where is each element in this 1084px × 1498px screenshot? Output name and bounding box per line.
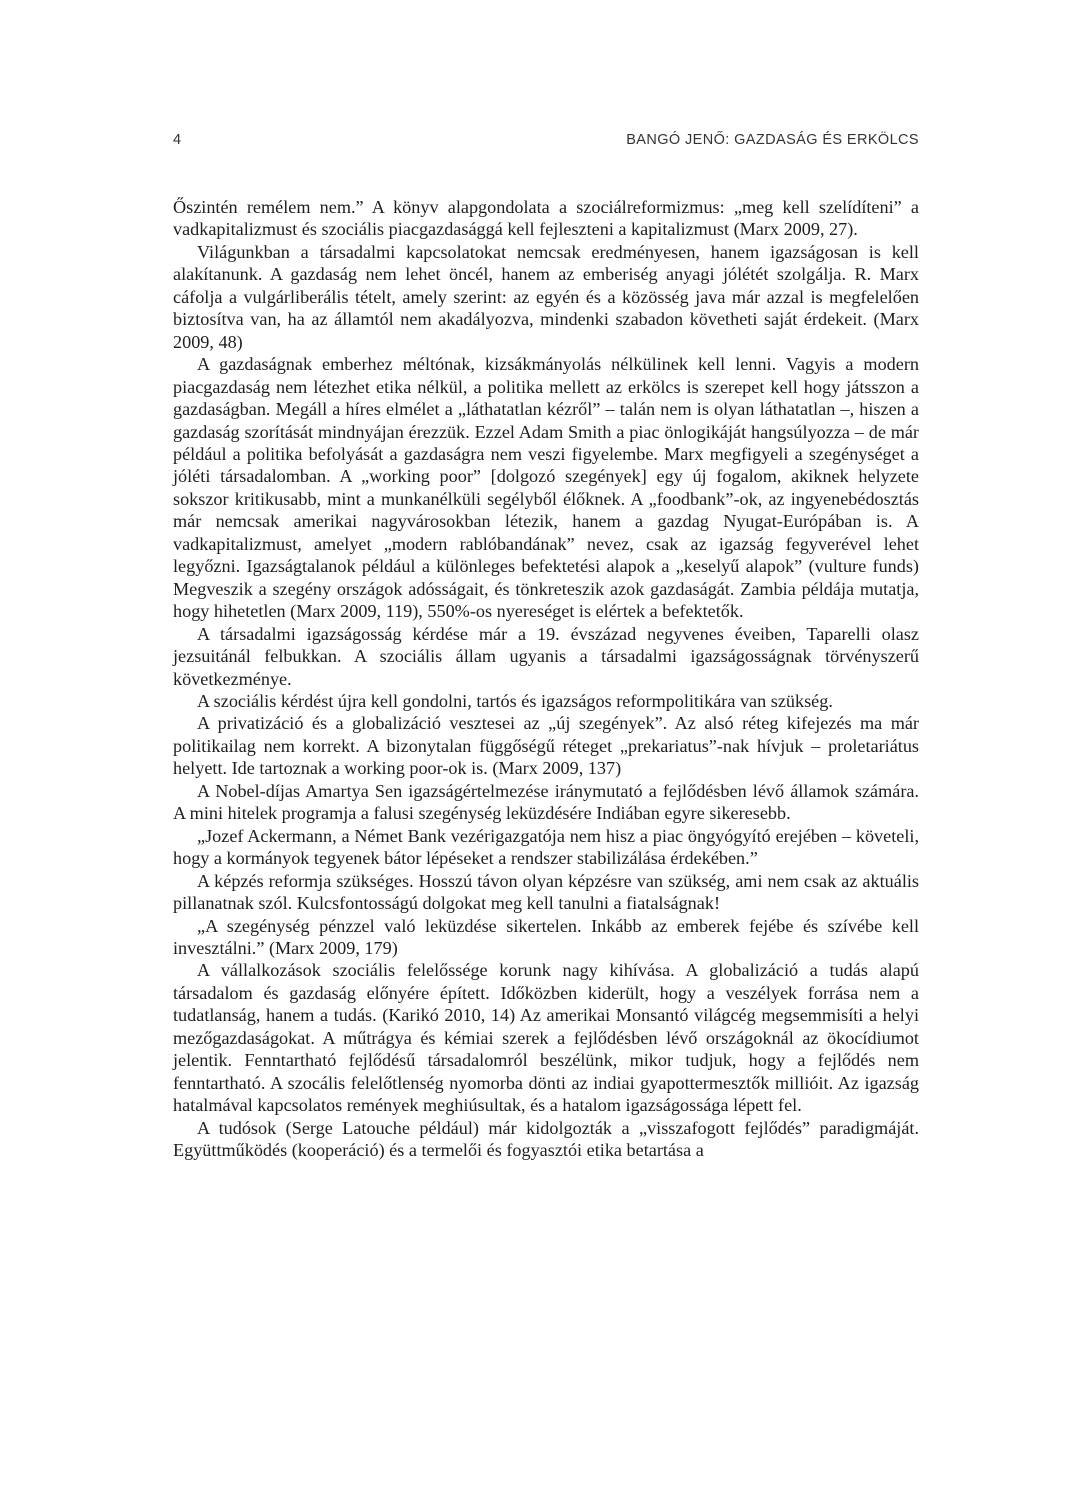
paragraph: A társadalmi igazságosság kérdése már a 19. évszázad negyvenes éveiben, Taparelli olasz jezsuitánál felbukkan. A szociális állam ugyanis a társadalmi igazságosságnak törvényszerű következménye. [173,623,919,689]
paragraph: „Jozef Ackermann, a Német Bank vezérigazgatója nem hisz a piac öngyógyító erejében – követeli, hogy a kormányok tegyenek bátor lépéseket a rendszer stabilizálása érdekében.” [173,825,919,869]
paragraph: A szociális kérdést újra kell gondolni, tartós és igazságos reformpolitikára van szükség. [197,690,833,711]
paragraph: „A szegénység pénzzel való leküzdése sikertelen. Inkább az emberek fejébe és szívébe kell invesztálni.” (Marx 2009, 179) [173,915,919,958]
paragraph: A képzés reformja szükséges. Hosszú távon olyan képzésre van szükség, ami nem csak az aktuális pillanatnak szól. Kulcsfontosságú dolgokat meg kell tanulni a fiatalságnak! [173,870,919,914]
page-number: 4 [173,132,182,148]
paragraph: A gazdaságnak emberhez méltónak, kizsákmányolás nélkülinek kell lenni. Vagyis a modern piacgazdaság nem létezhet etika nélkül, a politika mellett az erkölcs is szerepet kell hogy játsszon a gazdaságban. Megáll a híres elmélet a „láthatatlan kézről” – talán nem is olyan láthatatlan –, hiszen a gazdaság szorítását mindnyájan érezzük. Ezzel Adam Smith a piac önlogikáját hangsúlyozza – de már például a politika befolyását a gazdaságra nem veszi figyelembe. Marx megfigyeli a szegénységet a jóléti társadalomban. A „working poor” [dolgozó szegények] egy új fogalom, akiknek helyzete sokszor kritikusabb, mint a munkanélküli segélyből élőknek. A „foodbank”-ok, az ingyenebédosztás már nemcsak amerikai nagyvárosokban létezik, hanem a gazdag Nyugat-Európában is. A vadkapitalizmust, amelyet „modern rablóbandának” nevez, csak az igazság fegyverével lehet legyőzni. Igazságtalanok például a különleges befektetési alapok a „keselyű alapok” (vulture funds) Megveszik a szegény országok adósságait, és tönkreteszik azok gazdaságát. Zambia példája mutatja, hogy hihetetlen (Marx 2009, 119), 550%-os nyereséget is elértek a befektetők. [173,354,919,622]
paragraph: A vállalkozások szociális felelőssége korunk nagy kihívása. A globalizáció a tudás alapú társadalom és gazdaság előnyére épített. Időközben kiderült, hogy a veszélyek forrása nem a tudatlanság, hanem a tudás. (Karikó 2010, 14) Az amerikai Monsantó világcég megsemmisíti a helyi mezőgazdaságokat. A műtrágya és kémiai szerek a fejlődésben lévő országoknál az ökocídiumot jelentik. Fenntartható fejlődésű társadalomról beszélünk, mikor tudjuk, hogy a fejlődés nem fenntartható. A szocális felelőtlenség nyomorba dönti az indiai gyapottermesztők millióit. Az igazság hatalmával kapcsolatos remények meghiúsultak, és a hatalom igazságossága lépett fel. [173,960,919,1116]
paragraph: Őszintén remélem nem.” A könyv alapgondolata a szociálreformizmus: „meg kell szelídíteni” a vadkapitalizmust és szociális piacgazdasággá kell fejleszteni a kapitalizmust (Marx 2009, 27). [173,197,919,240]
running-title: BANGÓ JENŐ: GAZDASÁG ÉS ERKÖLCS [626,132,919,148]
paragraph: A Nobel-díjas Amartya Sen igazságértelmezése iránymutató a fejlődésben lévő államok számára. A mini hitelek programja a falusi szegénység leküzdésére Indiában egyre sikeresebb. [173,780,919,824]
paragraph: A privatizáció és a globalizáció vesztesei az „új szegények”. Az alsó réteg kifejezés ma már politikailag nem korrekt. A bizonytalan függőségű réteget „prekariatus”-nak hívjuk – proletariátus helyett. Ide tartoznak a working poor-ok is. (Marx 2009, 137) [173,713,919,779]
paragraph: A tudósok (Serge Latouche például) már kidolgozták a „visszafogott fejlődés” paradigmáját. Együttműködés (kooperáció) és a termelői és fogyasztói etika betartása a [173,1117,919,1161]
paragraph: Világunkban a társadalmi kapcsolatokat nemcsak eredményesen, hanem igazságosan is kell alakítanunk. A gazdaság nem lehet öncél, hanem az emberiség anyagi jólétét szolgálja. R. Marx cáfolja a vulgárliberális tételt, amely szerint: az egyén és a közösség java már azzal is megfelelően biztosítva van, ha az államtól nem akadályozva, mindenki szabadon követheti saját érdekeit. (Marx 2009, 48) [173,241,919,352]
body-text [173,196,919,1161]
page-header [173,132,919,154]
